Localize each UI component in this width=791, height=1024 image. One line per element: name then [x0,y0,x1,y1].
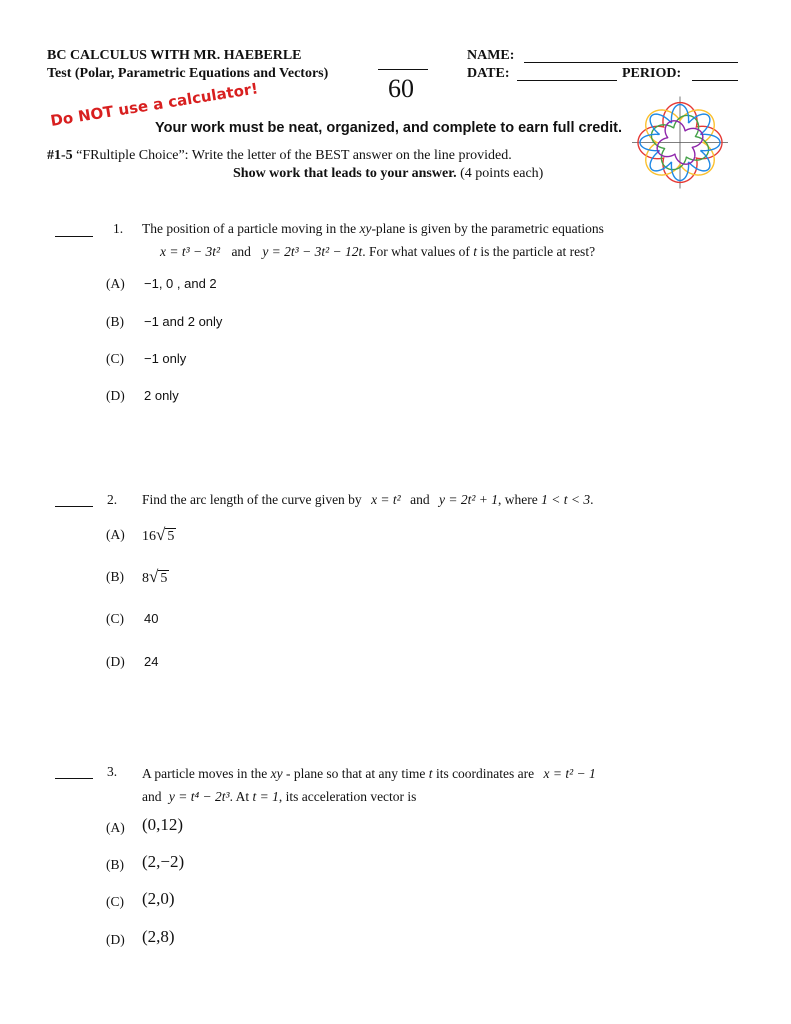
score-line [378,69,428,70]
q3-text-start: A particle moves in the [142,766,271,781]
q3-choice-b-letter: (B) [106,857,124,872]
q3-and: and [142,789,165,804]
q2-choice-d: 24 [144,654,159,669]
polar-rose-logo-icon [630,95,730,190]
q3-choice-d-letter: (D) [106,932,125,947]
q3-at: . At [229,789,253,804]
q3-eq-y: y = t⁴ − 2t³ [168,789,230,804]
question-1-equations [160,244,595,260]
q1-choice-d-letter: (D) [106,388,125,403]
section-text: “FRultiple Choice”: Write the letter of the BEST answer on the line provided. [72,148,512,163]
q3-text-end: its coordinates are [432,766,538,781]
q2-choice-b-letter: (B) [106,569,124,584]
question-3-line1 [142,766,596,782]
q1-question: . For what values of [362,244,474,259]
q1-choice-a: −1, 0 , and 2 [144,276,217,291]
q1-choice-a-letter: (A) [106,276,125,291]
no-calculator-warning: Do NOT use a calculator! [49,79,260,130]
period-field[interactable] [692,67,738,86]
q2-a-coef: 16 [142,529,156,544]
question-number-3: 3. [107,764,118,779]
q2-a-radical-icon: √ [156,525,166,544]
q2-eq-y: y = 2t² + 1 [438,492,498,507]
q2-choice-d-letter: (D) [106,654,125,669]
answer-blank-q2[interactable] [55,506,93,507]
q2-where: , where [497,492,542,507]
q1-choice-c-letter: (C) [106,351,124,366]
show-work-text: Show work that leads to your answer. [233,166,457,181]
q1-text-end: -plane is given by the parametric equations [371,221,604,236]
q2-eq-x: x = t² [371,492,401,507]
q3-choice-c-letter: (C) [106,894,124,909]
q1-and: and [231,244,251,259]
q3-choice-d: (2,8) [142,927,175,946]
q1-choice-b-letter: (B) [106,314,124,329]
q2-a-radicand: 5 [167,529,175,544]
q2-and: and [410,492,430,507]
q3-choice-b: (2,−2) [142,852,185,871]
section-instruction [47,148,512,164]
name-label: NAME: [467,48,515,63]
credit-instruction: Your work must be neat, organized, and complete to earn full credit. [155,120,623,136]
q3-var-xy: xy [270,766,283,781]
period-label: PERIOD: [622,66,682,81]
q2-choice-b [142,567,169,587]
q3-choice-c: (2,0) [142,889,175,908]
show-work-instruction [233,166,543,182]
q1-choice-d: 2 only [144,388,179,403]
score-total: 60 [388,74,414,103]
q2-text-start: Find the arc length of the curve given by [142,492,366,507]
date-label: DATE: [467,66,510,81]
q1-question-end: is the particle at rest? [476,244,596,259]
q1-eq-x: x = t³ − 3t² [160,244,221,259]
test-title: Test (Polar, Parametric Equations and Vectors) [47,66,329,81]
q2-choice-a-letter: (A) [106,527,125,542]
q2-b-radical-icon: √ [149,567,159,586]
q1-var-xy: xy [359,221,372,236]
date-field[interactable] [517,67,617,86]
q1-text-start: The position of a particle moving in the [142,221,360,236]
q3-choice-a-letter: (A) [106,820,125,835]
question-3-line2 [142,789,416,805]
q3-eq-x: x = t² − 1 [543,766,596,781]
q2-b-radicand: 5 [160,571,168,586]
answer-blank-q3[interactable] [55,778,93,779]
q2-b-coef: 8 [142,571,149,586]
question-number-1: 1. [113,221,124,236]
section-number: #1-5 [47,148,73,163]
question-number-2: 2. [107,492,118,507]
points-text: (4 points each) [456,166,544,181]
q1-choice-c: −1 only [144,351,187,366]
q3-at-t: t = 1 [252,789,279,804]
q1-choice-b: −1 and 2 only [144,314,223,329]
q2-range: 1 < t < 3 [541,492,591,507]
q2-choice-a [142,525,176,545]
q1-eq-y: y = 2t³ − 3t² − 12t [262,244,363,259]
q1-var-t: t [473,244,477,259]
q3-line2-end: , its acceleration vector is [278,789,417,804]
q3-choice-a: (0,12) [142,815,184,834]
q2-choice-c-letter: (C) [106,611,124,626]
answer-blank-q1[interactable] [55,236,93,237]
course-title: BC CALCULUS WITH MR. HAEBERLE [47,48,302,63]
q2-period: . [590,492,594,507]
q2-choice-c: 40 [144,611,159,626]
question-2-text [142,492,593,508]
q3-var-t: t [428,766,433,781]
question-1-text [142,221,604,237]
q3-text-mid: - plane so that at any time [282,766,429,781]
